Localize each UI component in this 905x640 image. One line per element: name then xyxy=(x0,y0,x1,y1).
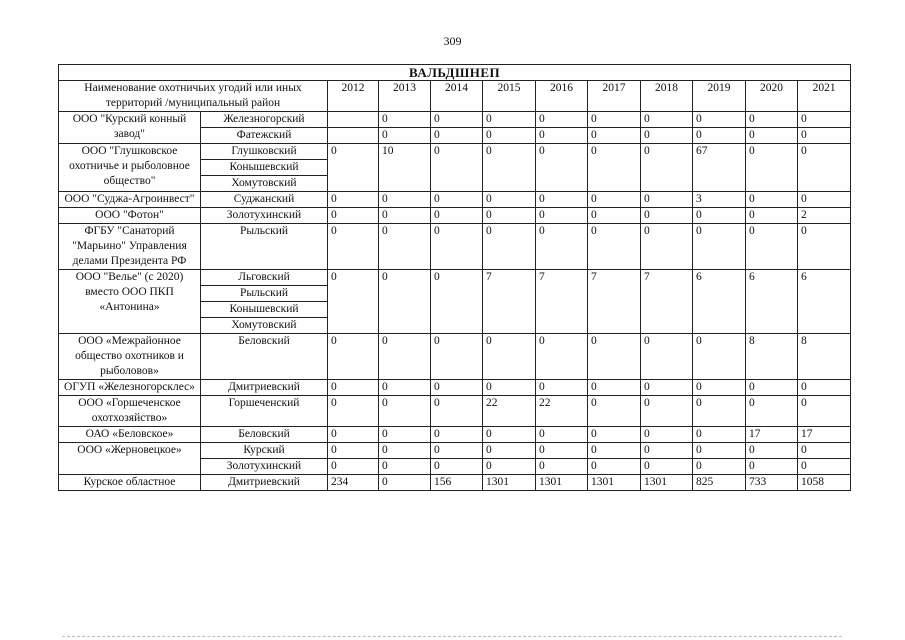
value-cell-2018: 0 xyxy=(641,192,693,208)
value-cell-2013: 0 xyxy=(379,192,431,208)
value-cell-2013: 0 xyxy=(379,427,431,443)
value-cell-2020: 6 xyxy=(746,270,798,334)
value-cell-2018: 0 xyxy=(641,443,693,459)
value-cell-2018: 0 xyxy=(641,459,693,475)
header-row xyxy=(59,81,851,112)
value-cell-2016: 0 xyxy=(536,443,588,459)
value-cell-2019: 0 xyxy=(693,427,746,443)
district-name: Золотухинский xyxy=(201,208,328,224)
value-cell-2020: 0 xyxy=(746,380,798,396)
district-name: Глушковский xyxy=(201,144,328,160)
value-cell-2020: 0 xyxy=(746,192,798,208)
value-cell-2017: 0 xyxy=(588,144,641,192)
organization-name: ООО "Фотон" xyxy=(59,208,201,224)
value-cell-2019: 0 xyxy=(693,334,746,380)
value-cell-2019: 825 xyxy=(693,475,746,491)
value-cell-2014: 0 xyxy=(431,380,483,396)
value-cell-2020: 0 xyxy=(746,128,798,144)
value-cell-2014: 0 xyxy=(431,459,483,475)
value-cell-2013: 0 xyxy=(379,334,431,380)
page-number: 309 xyxy=(443,34,462,48)
value-cell-2013: 0 xyxy=(379,224,431,270)
value-cell-2021: 6 xyxy=(798,270,851,334)
table-row xyxy=(59,270,851,286)
table-row xyxy=(59,224,851,270)
value-cell-2016: 0 xyxy=(536,427,588,443)
value-cell-2012 xyxy=(328,112,379,128)
header-year-2016: 2016 xyxy=(536,81,588,112)
district-name: Беловский xyxy=(201,334,328,380)
value-cell-2015: 0 xyxy=(483,427,536,443)
value-cell-2015: 0 xyxy=(483,224,536,270)
value-cell-2020: 0 xyxy=(746,224,798,270)
value-cell-2021: 2 xyxy=(798,208,851,224)
value-cell-2012: 234 xyxy=(328,475,379,491)
value-cell-2016: 0 xyxy=(536,192,588,208)
value-cell-2021: 0 xyxy=(798,443,851,459)
value-cell-2015: 1301 xyxy=(483,475,536,491)
value-cell-2019: 0 xyxy=(693,128,746,144)
value-cell-2014: 0 xyxy=(431,112,483,128)
value-cell-2021: 0 xyxy=(798,396,851,427)
value-cell-2014: 0 xyxy=(431,443,483,459)
value-cell-2013: 0 xyxy=(379,443,431,459)
value-cell-2021: 0 xyxy=(798,459,851,475)
header-year-2017: 2017 xyxy=(588,81,641,112)
value-cell-2014: 0 xyxy=(431,270,483,334)
value-cell-2019: 0 xyxy=(693,112,746,128)
value-cell-2014: 0 xyxy=(431,192,483,208)
organization-name: ООО «Межрайонное общество охотников и рыболовов» xyxy=(59,334,201,380)
value-cell-2013: 0 xyxy=(379,128,431,144)
value-cell-2018: 0 xyxy=(641,427,693,443)
value-cell-2021: 1058 xyxy=(798,475,851,491)
value-cell-2015: 0 xyxy=(483,443,536,459)
header-year-2013: 2013 xyxy=(379,81,431,112)
value-cell-2015: 0 xyxy=(483,380,536,396)
table-row xyxy=(59,380,851,396)
value-cell-2018: 0 xyxy=(641,334,693,380)
value-cell-2019: 6 xyxy=(693,270,746,334)
value-cell-2020: 0 xyxy=(746,144,798,192)
district-name: Золотухинский xyxy=(201,459,328,475)
table-row xyxy=(59,475,851,491)
value-cell-2019: 0 xyxy=(693,208,746,224)
value-cell-2012 xyxy=(328,128,379,144)
district-name: Железногорский xyxy=(201,112,328,128)
value-cell-2017: 0 xyxy=(588,224,641,270)
value-cell-2014: 0 xyxy=(431,396,483,427)
value-cell-2012: 0 xyxy=(328,334,379,380)
value-cell-2015: 0 xyxy=(483,128,536,144)
value-cell-2017: 0 xyxy=(588,380,641,396)
value-cell-2013: 0 xyxy=(379,396,431,427)
value-cell-2015: 0 xyxy=(483,112,536,128)
district-name: Дмитриевский xyxy=(201,380,328,396)
value-cell-2018: 0 xyxy=(641,112,693,128)
district-name: Рыльский xyxy=(201,224,328,270)
value-cell-2012: 0 xyxy=(328,192,379,208)
value-cell-2016: 0 xyxy=(536,224,588,270)
value-cell-2020: 733 xyxy=(746,475,798,491)
value-cell-2021: 0 xyxy=(798,192,851,208)
header-year-2021: 2021 xyxy=(798,81,851,112)
value-cell-2017: 0 xyxy=(588,112,641,128)
value-cell-2018: 7 xyxy=(641,270,693,334)
organization-name: ООО "Курский конный завод" xyxy=(59,112,201,144)
value-cell-2019: 3 xyxy=(693,192,746,208)
value-cell-2012: 0 xyxy=(328,208,379,224)
value-cell-2013: 0 xyxy=(379,270,431,334)
value-cell-2016: 0 xyxy=(536,380,588,396)
value-cell-2014: 0 xyxy=(431,128,483,144)
value-cell-2019: 0 xyxy=(693,396,746,427)
district-name: Горшеченский xyxy=(201,396,328,427)
value-cell-2014: 0 xyxy=(431,144,483,192)
value-cell-2015: 0 xyxy=(483,459,536,475)
district-name: Беловский xyxy=(201,427,328,443)
value-cell-2017: 0 xyxy=(588,396,641,427)
value-cell-2015: 0 xyxy=(483,208,536,224)
value-cell-2021: 0 xyxy=(798,128,851,144)
organization-name: ООО "Глушковское охотничье и рыболовное общество" xyxy=(59,144,201,192)
value-cell-2018: 1301 xyxy=(641,475,693,491)
value-cell-2014: 0 xyxy=(431,427,483,443)
value-cell-2017: 0 xyxy=(588,427,641,443)
value-cell-2015: 0 xyxy=(483,334,536,380)
value-cell-2017: 0 xyxy=(588,443,641,459)
organization-name: ООО «Горшеченское охотхозяйство» xyxy=(59,396,201,427)
table-row xyxy=(59,443,851,459)
table-row xyxy=(59,144,851,160)
district-name: Хомутовский xyxy=(201,176,328,192)
organization-name: ОАО «Беловское» xyxy=(59,427,201,443)
table-row xyxy=(59,112,851,128)
value-cell-2016: 0 xyxy=(536,208,588,224)
footer-divider xyxy=(62,636,842,638)
value-cell-2012: 0 xyxy=(328,144,379,192)
value-cell-2018: 0 xyxy=(641,396,693,427)
value-cell-2020: 0 xyxy=(746,112,798,128)
value-cell-2013: 10 xyxy=(379,144,431,192)
value-cell-2016: 0 xyxy=(536,459,588,475)
value-cell-2014: 0 xyxy=(431,208,483,224)
organization-name: ООО "Велье" (с 2020) вместо ООО ПКП «Антонина» xyxy=(59,270,201,334)
value-cell-2012: 0 xyxy=(328,443,379,459)
district-name: Льговский xyxy=(201,270,328,286)
organization-name: ФГБУ "Санаторий "Марьино" Управления делами Президента РФ xyxy=(59,224,201,270)
value-cell-2014: 156 xyxy=(431,475,483,491)
title-row xyxy=(59,65,851,81)
value-cell-2021: 0 xyxy=(798,224,851,270)
value-cell-2016: 22 xyxy=(536,396,588,427)
value-cell-2019: 0 xyxy=(693,459,746,475)
table-row xyxy=(59,334,851,380)
table-row xyxy=(59,208,851,224)
value-cell-2017: 0 xyxy=(588,208,641,224)
district-name: Фатежский xyxy=(201,128,328,144)
value-cell-2021: 0 xyxy=(798,380,851,396)
value-cell-2016: 1301 xyxy=(536,475,588,491)
organization-name: Курское областное xyxy=(59,475,201,491)
district-name: Конышевский xyxy=(201,160,328,176)
table-row xyxy=(59,396,851,427)
value-cell-2019: 0 xyxy=(693,224,746,270)
header-year-2020: 2020 xyxy=(746,81,798,112)
table-title: ВАЛЬДШНЕП xyxy=(59,65,851,81)
table-row xyxy=(59,427,851,443)
value-cell-2016: 0 xyxy=(536,112,588,128)
value-cell-2013: 0 xyxy=(379,208,431,224)
value-cell-2015: 7 xyxy=(483,270,536,334)
value-cell-2019: 67 xyxy=(693,144,746,192)
value-cell-2012: 0 xyxy=(328,224,379,270)
value-cell-2018: 0 xyxy=(641,144,693,192)
district-name: Хомутовский xyxy=(201,318,328,334)
value-cell-2015: 0 xyxy=(483,144,536,192)
header-year-2014: 2014 xyxy=(431,81,483,112)
value-cell-2018: 0 xyxy=(641,380,693,396)
value-cell-2018: 0 xyxy=(641,224,693,270)
value-cell-2017: 1301 xyxy=(588,475,641,491)
value-cell-2013: 0 xyxy=(379,380,431,396)
value-cell-2015: 22 xyxy=(483,396,536,427)
value-cell-2017: 0 xyxy=(588,334,641,380)
header-year-2015: 2015 xyxy=(483,81,536,112)
value-cell-2017: 7 xyxy=(588,270,641,334)
value-cell-2016: 0 xyxy=(536,144,588,192)
header-territory-label: Наименование охотничьих угодий или иных территорий /муниципальный район xyxy=(59,81,328,112)
value-cell-2017: 0 xyxy=(588,459,641,475)
value-cell-2018: 0 xyxy=(641,128,693,144)
value-cell-2021: 0 xyxy=(798,144,851,192)
organization-name: ООО «Жерновецкое» xyxy=(59,443,201,475)
value-cell-2013: 0 xyxy=(379,475,431,491)
value-cell-2012: 0 xyxy=(328,396,379,427)
value-cell-2016: 7 xyxy=(536,270,588,334)
value-cell-2015: 0 xyxy=(483,192,536,208)
district-name: Дмитриевский xyxy=(201,475,328,491)
value-cell-2017: 0 xyxy=(588,192,641,208)
value-cell-2019: 0 xyxy=(693,443,746,459)
header-year-2018: 2018 xyxy=(641,81,693,112)
district-name: Конышевский xyxy=(201,302,328,318)
value-cell-2021: 0 xyxy=(798,112,851,128)
woodcock-table xyxy=(58,64,851,491)
value-cell-2020: 17 xyxy=(746,427,798,443)
organization-name: ООО "Суджа-Агроинвест" xyxy=(59,192,201,208)
district-name: Суджанский xyxy=(201,192,328,208)
value-cell-2016: 0 xyxy=(536,128,588,144)
district-name: Курский xyxy=(201,443,328,459)
district-name: Рыльский xyxy=(201,286,328,302)
value-cell-2020: 0 xyxy=(746,459,798,475)
value-cell-2012: 0 xyxy=(328,380,379,396)
value-cell-2014: 0 xyxy=(431,224,483,270)
value-cell-2020: 8 xyxy=(746,334,798,380)
value-cell-2012: 0 xyxy=(328,459,379,475)
value-cell-2020: 0 xyxy=(746,208,798,224)
value-cell-2013: 0 xyxy=(379,459,431,475)
value-cell-2017: 0 xyxy=(588,128,641,144)
value-cell-2021: 8 xyxy=(798,334,851,380)
header-year-2019: 2019 xyxy=(693,81,746,112)
value-cell-2012: 0 xyxy=(328,270,379,334)
value-cell-2020: 0 xyxy=(746,396,798,427)
value-cell-2016: 0 xyxy=(536,334,588,380)
value-cell-2021: 17 xyxy=(798,427,851,443)
value-cell-2020: 0 xyxy=(746,443,798,459)
value-cell-2012: 0 xyxy=(328,427,379,443)
table-row xyxy=(59,192,851,208)
value-cell-2019: 0 xyxy=(693,380,746,396)
value-cell-2013: 0 xyxy=(379,112,431,128)
value-cell-2018: 0 xyxy=(641,208,693,224)
header-year-2012: 2012 xyxy=(328,81,379,112)
value-cell-2014: 0 xyxy=(431,334,483,380)
organization-name: ОГУП «Железногорсклес» xyxy=(59,380,201,396)
